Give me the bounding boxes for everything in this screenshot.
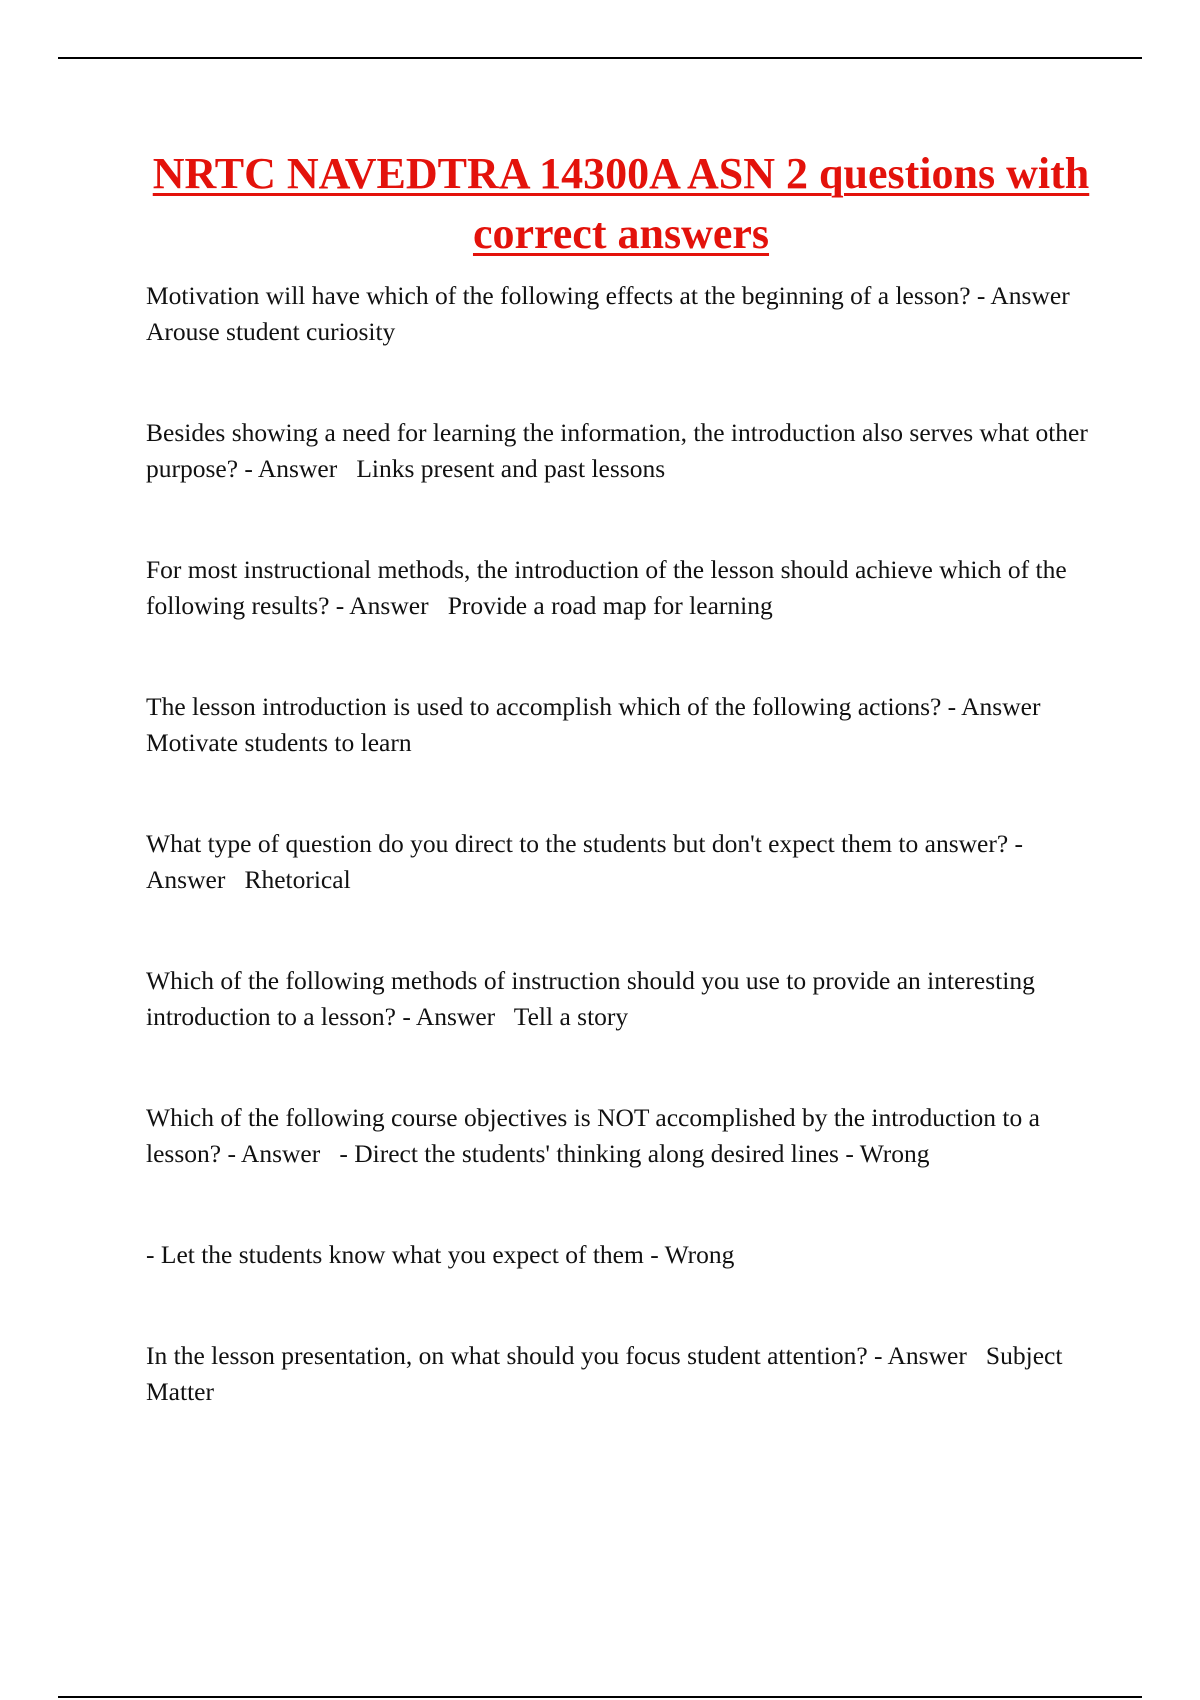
qa-entry: For most instructional methods, the introduction of the lesson should achieve which of the following results? - Answer Provide a road map for learning	[146, 555, 1074, 620]
qa-entry-continuation: - Let the students know what you expect of them - Wrong	[146, 1240, 735, 1269]
document-page	[146, 144, 1096, 1475]
qa-entry: Which of the following course objectives is NOT accomplished by the introduction to a lesson? - Answer - Direct the students' thinking along desired lines - Wrong	[146, 1103, 1047, 1168]
bottom-rule	[58, 1696, 1142, 1698]
qa-entry: Which of the following methods of instruction should you use to provide an interesting introduction to a lesson? - Answer Tell a story	[146, 966, 1042, 1031]
qa-entry: In the lesson presentation, on what should you focus student attention? - Answer Subject Matter	[146, 1341, 1069, 1406]
top-rule	[58, 57, 1142, 59]
document-title: NRTC NAVEDTRA 14300A ASN 2 questions with correct answers	[152, 149, 1090, 258]
qa-entry: The lesson introduction is used to accomplish which of the following actions? - Answer Motivate students to learn	[146, 692, 1060, 757]
qa-entry: Motivation will have which of the following effects at the beginning of a lesson? - Answer Arouse student curiosity	[146, 281, 1088, 346]
qa-entry: What type of question do you direct to the students but don't expect them to answer? - Answer Rhetorical	[146, 829, 1029, 894]
qa-entry: Besides showing a need for learning the information, the introduction also serves what other purpose? - Answer Links present and past lessons	[146, 418, 1095, 483]
